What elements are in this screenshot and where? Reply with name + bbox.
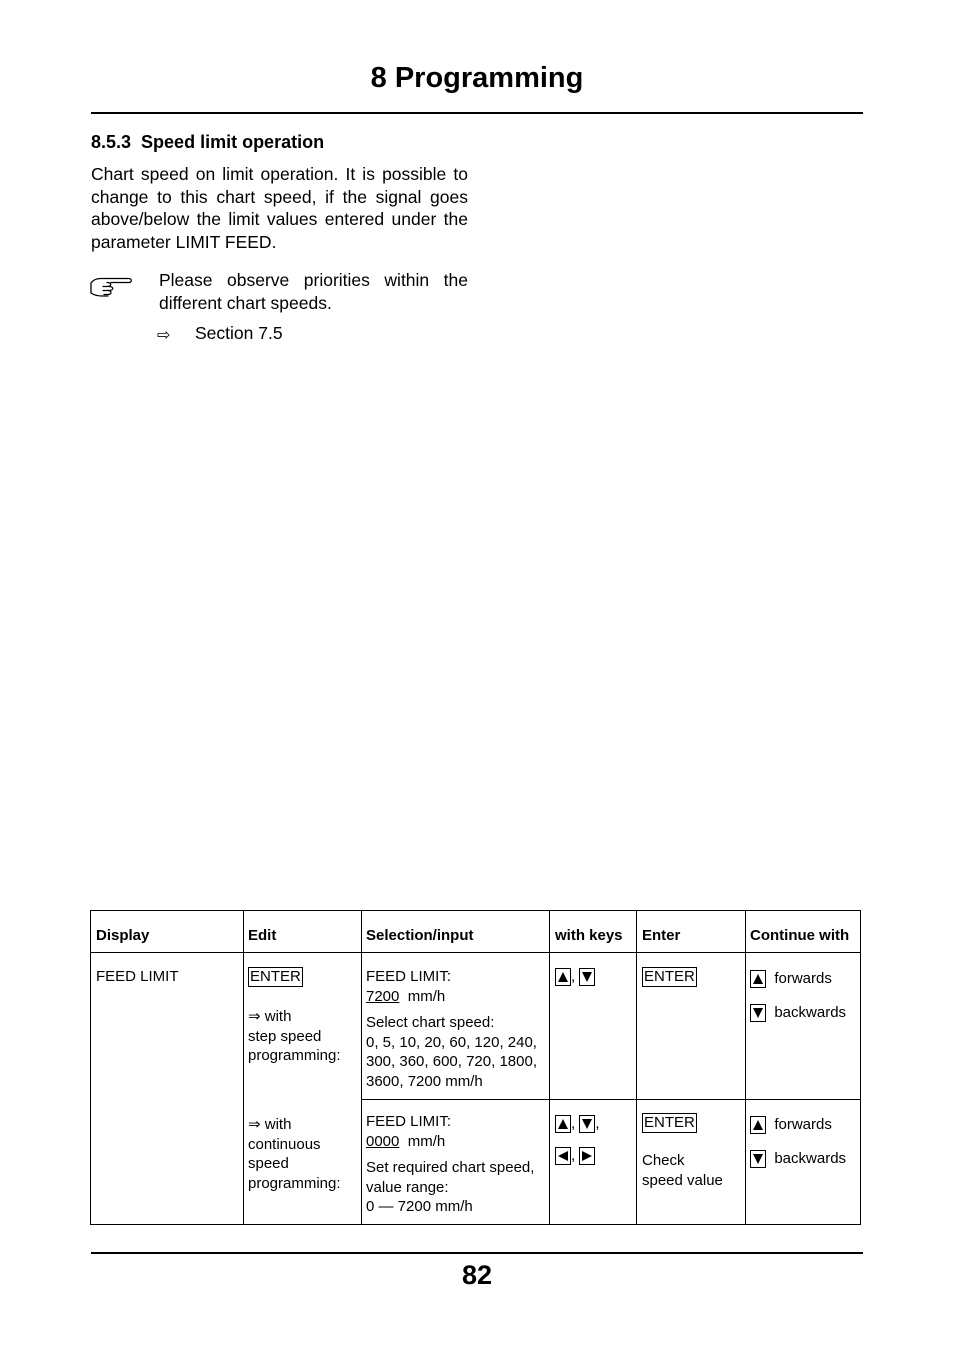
chapter-title: 8 Programming <box>370 62 584 94</box>
page-number: 82 <box>461 1260 493 1290</box>
section-title: Speed limit operation <box>141 132 325 152</box>
down-arrow-key-icon[interactable] <box>750 1150 766 1168</box>
enter-key-button[interactable]: ENTER <box>644 968 695 985</box>
down-arrow-key-icon[interactable] <box>579 968 595 986</box>
edit-step-mode: ⇒ with step speed programming: <box>248 1008 341 1064</box>
parameter-table <box>90 910 861 1225</box>
column-divider <box>361 911 362 1224</box>
right-arrow-key-icon[interactable] <box>579 1147 595 1165</box>
footer-rule <box>91 1252 863 1254</box>
feed-limit-value: 0000 <box>366 1132 400 1150</box>
header-selection: Selection/input <box>366 927 474 944</box>
down-arrow-key-icon[interactable] <box>579 1115 595 1133</box>
selection-step: FEED LIMIT: 7200 mm/h Select chart speed: 0, 5, 10, 20, 60, 120, 240, 300, 360, 600, 720, 1800, 3600, 7200 mm/h <box>366 968 537 1090</box>
header-edit: Edit <box>248 927 277 944</box>
header-divider <box>91 952 860 953</box>
header-keys: with keys <box>555 927 623 944</box>
column-divider <box>243 911 244 1224</box>
section-reference-link[interactable]: Section 7.5 <box>195 323 283 343</box>
up-arrow-key-icon[interactable] <box>555 1115 571 1133</box>
pointing-hand-icon <box>89 274 135 298</box>
section-heading <box>91 132 324 153</box>
note-text: Please observe priorities within the different chart speeds. <box>159 270 468 313</box>
display-value: FEED LIMIT <box>96 968 179 985</box>
column-divider <box>745 911 746 1224</box>
enter-key-button[interactable]: ENTER <box>250 968 301 985</box>
row-divider <box>361 1099 860 1100</box>
down-arrow-key-icon[interactable] <box>750 1004 766 1022</box>
section-number: 8.5.3 <box>91 132 132 152</box>
up-arrow-key-icon[interactable] <box>555 968 571 986</box>
column-divider <box>636 911 637 1224</box>
keys-continuous: , , , <box>555 1114 600 1165</box>
header-continue: Continue with <box>750 927 850 944</box>
header-rule <box>91 112 863 114</box>
feed-limit-value: 7200 <box>366 987 400 1005</box>
left-arrow-key-icon[interactable] <box>555 1147 571 1165</box>
continue-step: forwards backwards <box>750 969 846 1022</box>
edit-continuous-mode: ⇒ with continuous speed programming: <box>248 1116 341 1192</box>
column-divider <box>549 911 550 1224</box>
up-arrow-key-icon[interactable] <box>750 1116 766 1134</box>
selection-continuous: FEED LIMIT: 0000 mm/h Set required chart speed, value range: 0 — 7200 mm/h <box>366 1113 535 1215</box>
header-display: Display <box>96 927 150 944</box>
body-paragraph: Chart speed on limit operation. It is possible to change to this chart speed, if the signal goes above/below the limit values entered under the parameter LIMIT FEED. <box>91 164 468 252</box>
header-enter: Enter <box>642 927 681 944</box>
up-arrow-key-icon[interactable] <box>750 970 766 988</box>
continue-continuous: forwards backwards <box>750 1115 846 1168</box>
keys-step: , <box>555 967 595 987</box>
enter-key-button[interactable]: ENTER <box>644 1114 695 1131</box>
arrow-right-icon: ⇨ <box>157 327 171 344</box>
check-speed-hint: Check speed value <box>642 1152 723 1189</box>
double-arrow-icon: ⇒ <box>248 1116 261 1133</box>
double-arrow-icon: ⇒ <box>248 1008 261 1025</box>
